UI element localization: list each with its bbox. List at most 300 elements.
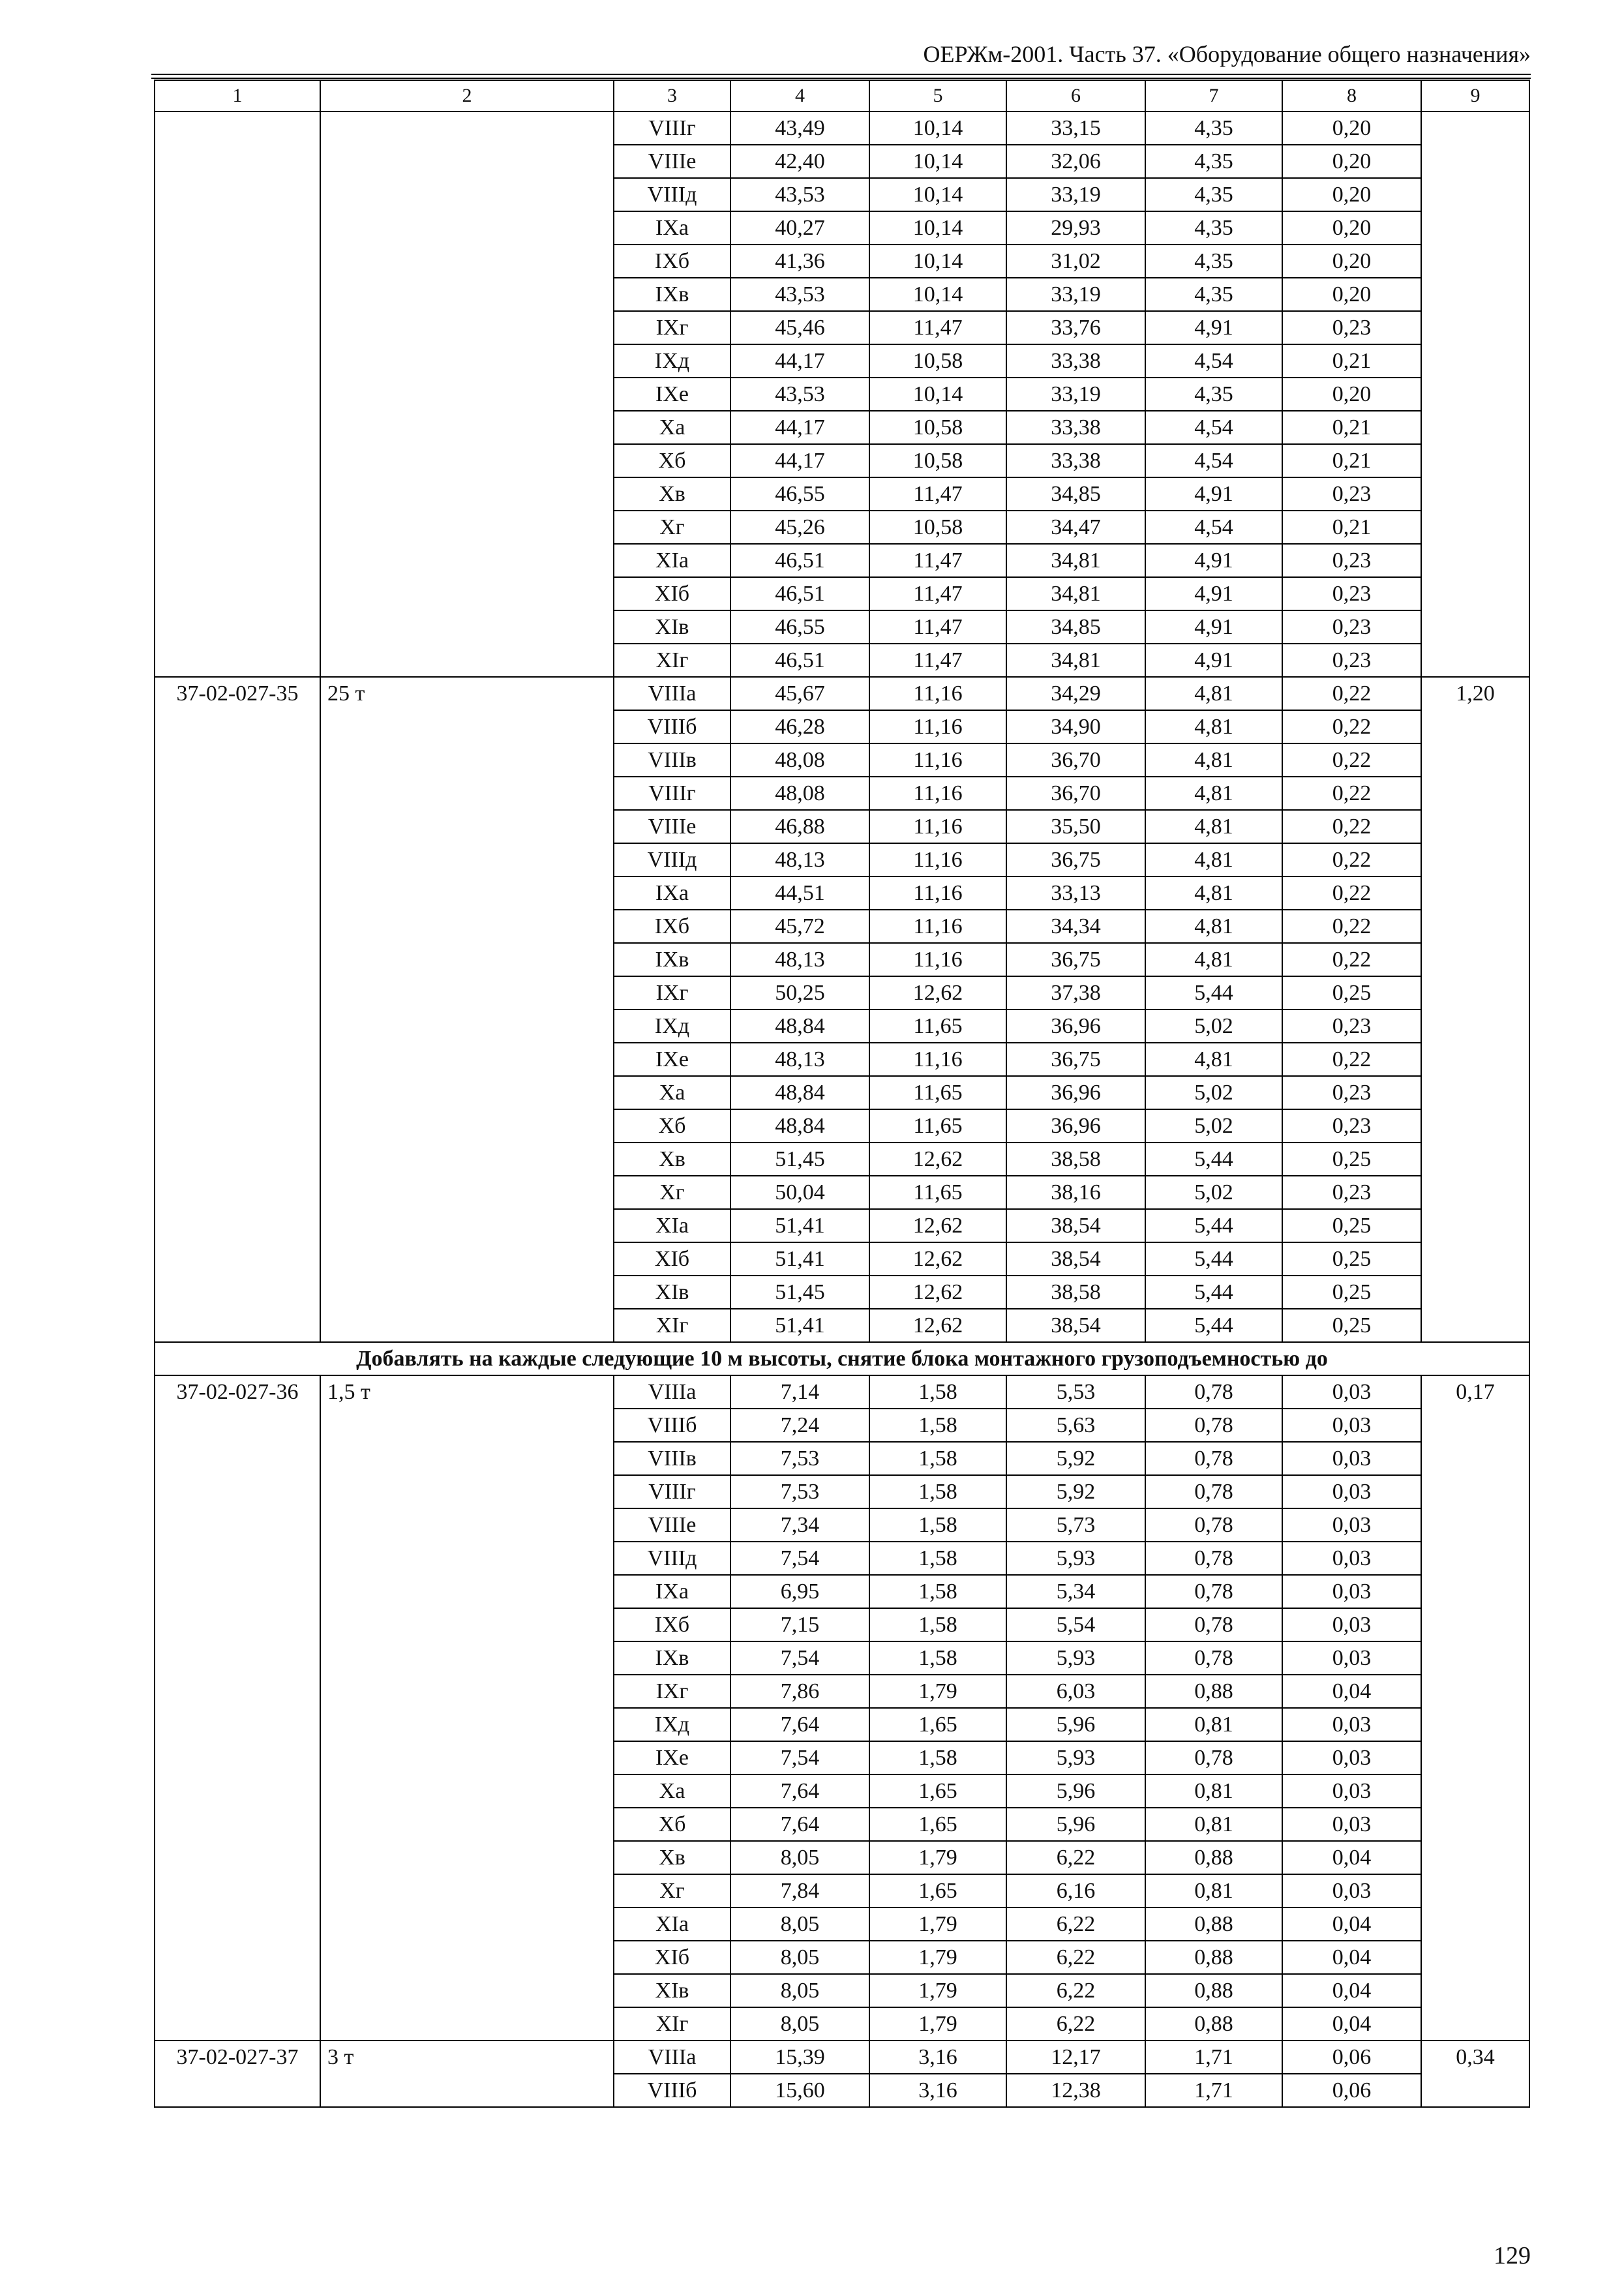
value-col7: 4,81 <box>1145 943 1282 976</box>
category-cell: XIг <box>614 1309 730 1342</box>
value-col8: 0,04 <box>1282 1908 1421 1941</box>
value-col5: 1,79 <box>869 1675 1006 1708</box>
value-col4: 7,15 <box>730 1608 869 1641</box>
category-cell: Xг <box>614 1176 730 1209</box>
category-cell: XIв <box>614 1974 730 2007</box>
value-col6: 5,93 <box>1006 1641 1145 1675</box>
value-col5: 12,62 <box>869 1242 1006 1276</box>
value-col7: 5,44 <box>1145 1242 1282 1276</box>
value-col7: 4,81 <box>1145 677 1282 710</box>
value-col4: 7,64 <box>730 1808 869 1841</box>
column-number: 4 <box>730 80 869 112</box>
category-cell: IXв <box>614 943 730 976</box>
value-col7: 0,78 <box>1145 1442 1282 1475</box>
value-col5: 11,16 <box>869 910 1006 943</box>
value-col5: 1,58 <box>869 1641 1006 1675</box>
value-col8: 0,21 <box>1282 344 1421 378</box>
value-col4: 8,05 <box>730 2007 869 2041</box>
value-col8: 0,03 <box>1282 1409 1421 1442</box>
value-col5: 1,79 <box>869 1974 1006 2007</box>
value-col8: 0,03 <box>1282 1641 1421 1675</box>
value-col8: 0,03 <box>1282 1475 1421 1508</box>
category-cell: XIг <box>614 2007 730 2041</box>
value-col5: 11,16 <box>869 876 1006 910</box>
category-cell: VIIIб <box>614 710 730 743</box>
value-col4: 7,54 <box>730 1542 869 1575</box>
code-cell: 37-02-027-37 <box>155 2041 320 2107</box>
value-col8: 0,22 <box>1282 943 1421 976</box>
value-col6: 5,34 <box>1006 1575 1145 1608</box>
value-col8: 0,20 <box>1282 145 1421 178</box>
value-col5: 11,65 <box>869 1076 1006 1109</box>
name-cell: 1,5 т <box>320 1375 614 2041</box>
section-heading-row <box>155 1342 1529 1375</box>
value-col6: 35,50 <box>1006 810 1145 843</box>
value-col5: 11,47 <box>869 644 1006 677</box>
value-col6: 33,15 <box>1006 112 1145 145</box>
category-cell: XIа <box>614 1908 730 1941</box>
value-col7: 0,78 <box>1145 1409 1282 1442</box>
value-col7: 5,02 <box>1145 1109 1282 1143</box>
value-col6: 33,19 <box>1006 178 1145 211</box>
value-col6: 5,92 <box>1006 1442 1145 1475</box>
value-col8: 0,25 <box>1282 976 1421 1010</box>
value-col7: 5,44 <box>1145 1209 1282 1242</box>
value-col7: 4,91 <box>1145 544 1282 577</box>
value-col4: 7,86 <box>730 1675 869 1708</box>
value-col5: 12,62 <box>869 1143 1006 1176</box>
value-col6: 34,90 <box>1006 710 1145 743</box>
value-col6: 38,58 <box>1006 1143 1145 1176</box>
value-col6: 5,93 <box>1006 1542 1145 1575</box>
value-col7: 1,71 <box>1145 2041 1282 2074</box>
value-col4: 48,13 <box>730 843 869 876</box>
category-cell: IXа <box>614 876 730 910</box>
value-col5: 11,47 <box>869 577 1006 610</box>
category-cell: Xа <box>614 1774 730 1808</box>
value-col7: 4,81 <box>1145 876 1282 910</box>
value-col5: 11,16 <box>869 743 1006 777</box>
value-col4: 51,45 <box>730 1276 869 1309</box>
value-col7: 0,81 <box>1145 1874 1282 1908</box>
category-cell: XIв <box>614 610 730 644</box>
value-col4: 48,84 <box>730 1076 869 1109</box>
value-col4: 8,05 <box>730 1908 869 1941</box>
value-col5: 11,16 <box>869 677 1006 710</box>
value-col5: 11,16 <box>869 810 1006 843</box>
table-row <box>155 2041 1529 2074</box>
value-col6: 5,54 <box>1006 1608 1145 1641</box>
value-col5: 1,65 <box>869 1808 1006 1841</box>
value-col4: 41,36 <box>730 245 869 278</box>
value-col8: 0,03 <box>1282 1741 1421 1774</box>
value-col4: 7,64 <box>730 1708 869 1741</box>
value-col7: 0,88 <box>1145 1974 1282 2007</box>
value-col6: 5,63 <box>1006 1409 1145 1442</box>
category-cell: IXв <box>614 1641 730 1675</box>
value-col7: 5,44 <box>1145 1276 1282 1309</box>
value-col5: 1,65 <box>869 1708 1006 1741</box>
value-col8: 0,25 <box>1282 1276 1421 1309</box>
category-cell: VIIIб <box>614 1409 730 1442</box>
value-col8: 0,23 <box>1282 544 1421 577</box>
category-cell: VIIIе <box>614 1508 730 1542</box>
category-cell: IXб <box>614 910 730 943</box>
table-body <box>155 80 1529 2107</box>
value-col4: 43,53 <box>730 378 869 411</box>
value-col4: 7,54 <box>730 1641 869 1675</box>
value-col8: 0,03 <box>1282 1575 1421 1608</box>
value-col5: 11,47 <box>869 610 1006 644</box>
value-col5: 11,16 <box>869 843 1006 876</box>
value-col7: 0,78 <box>1145 1741 1282 1774</box>
value-col7: 0,88 <box>1145 1908 1282 1941</box>
value-col4: 8,05 <box>730 1941 869 1974</box>
value-col8: 0,22 <box>1282 810 1421 843</box>
value-col7: 5,02 <box>1145 1076 1282 1109</box>
value-col4: 51,41 <box>730 1242 869 1276</box>
value-col5: 10,58 <box>869 411 1006 444</box>
value-col6: 33,19 <box>1006 378 1145 411</box>
value-col7: 0,78 <box>1145 1575 1282 1608</box>
value-col4: 46,55 <box>730 610 869 644</box>
column-number: 2 <box>320 80 614 112</box>
value-col8: 0,06 <box>1282 2041 1421 2074</box>
value-col7: 4,81 <box>1145 710 1282 743</box>
category-cell: IXд <box>614 1708 730 1741</box>
value-col8: 0,22 <box>1282 876 1421 910</box>
value-col5: 1,58 <box>869 1409 1006 1442</box>
column-number: 1 <box>155 80 320 112</box>
value-col8: 0,22 <box>1282 710 1421 743</box>
name-cell: 3 т <box>320 2041 614 2107</box>
category-cell: Xб <box>614 1109 730 1143</box>
value-col8: 0,03 <box>1282 1375 1421 1409</box>
value-col5: 12,62 <box>869 1309 1006 1342</box>
header-rule <box>151 74 1531 75</box>
value-col4: 44,17 <box>730 444 869 477</box>
value-col5: 1,58 <box>869 1575 1006 1608</box>
value-col7: 5,44 <box>1145 1309 1282 1342</box>
value-col4: 40,27 <box>730 211 869 245</box>
value-col7: 4,91 <box>1145 610 1282 644</box>
value-col6: 5,53 <box>1006 1375 1145 1409</box>
value-col7: 0,81 <box>1145 1774 1282 1808</box>
value-col8: 0,06 <box>1282 2074 1421 2107</box>
value-col6: 33,76 <box>1006 311 1145 344</box>
value-col8: 0,23 <box>1282 644 1421 677</box>
code-cell <box>155 112 320 677</box>
name-cell <box>320 112 614 677</box>
category-cell: IXб <box>614 1608 730 1641</box>
category-cell: IXе <box>614 1043 730 1076</box>
col9-cell: 0,34 <box>1421 2041 1529 2107</box>
value-col6: 34,81 <box>1006 544 1145 577</box>
value-col6: 36,96 <box>1006 1076 1145 1109</box>
value-col5: 1,58 <box>869 1741 1006 1774</box>
value-col5: 1,79 <box>869 1841 1006 1874</box>
value-col7: 0,78 <box>1145 1375 1282 1409</box>
category-cell: XIа <box>614 1209 730 1242</box>
table-row <box>155 1375 1529 1409</box>
category-cell: IXе <box>614 378 730 411</box>
value-col7: 4,35 <box>1145 145 1282 178</box>
value-col4: 7,24 <box>730 1409 869 1442</box>
category-cell: VIIIг <box>614 1475 730 1508</box>
value-col4: 45,72 <box>730 910 869 943</box>
value-col6: 36,70 <box>1006 743 1145 777</box>
value-col6: 37,38 <box>1006 976 1145 1010</box>
value-col4: 50,25 <box>730 976 869 1010</box>
value-col7: 4,35 <box>1145 278 1282 311</box>
value-col8: 0,21 <box>1282 511 1421 544</box>
value-col5: 3,16 <box>869 2041 1006 2074</box>
category-cell: VIIIе <box>614 145 730 178</box>
category-cell: XIа <box>614 544 730 577</box>
value-col6: 36,70 <box>1006 777 1145 810</box>
category-cell: XIг <box>614 644 730 677</box>
value-col6: 5,96 <box>1006 1774 1145 1808</box>
value-col6: 33,19 <box>1006 278 1145 311</box>
value-col8: 0,21 <box>1282 444 1421 477</box>
value-col6: 6,22 <box>1006 2007 1145 2041</box>
value-col8: 0,04 <box>1282 1675 1421 1708</box>
value-col7: 4,81 <box>1145 777 1282 810</box>
column-number: 3 <box>614 80 730 112</box>
value-col4: 43,49 <box>730 112 869 145</box>
category-cell: VIIIг <box>614 112 730 145</box>
value-col5: 10,14 <box>869 278 1006 311</box>
value-col6: 5,92 <box>1006 1475 1145 1508</box>
col9-cell <box>1421 112 1529 677</box>
value-col6: 33,38 <box>1006 444 1145 477</box>
value-col7: 0,78 <box>1145 1608 1282 1641</box>
category-cell: VIIIд <box>614 1542 730 1575</box>
value-col6: 5,73 <box>1006 1508 1145 1542</box>
category-cell: XIб <box>614 577 730 610</box>
category-cell: VIIIд <box>614 178 730 211</box>
value-col8: 0,22 <box>1282 777 1421 810</box>
value-col8: 0,20 <box>1282 178 1421 211</box>
value-col4: 51,41 <box>730 1309 869 1342</box>
value-col4: 7,14 <box>730 1375 869 1409</box>
value-col6: 38,54 <box>1006 1242 1145 1276</box>
category-cell: XIб <box>614 1242 730 1276</box>
value-col6: 34,81 <box>1006 577 1145 610</box>
category-cell: VIIIа <box>614 2041 730 2074</box>
category-cell: XIв <box>614 1276 730 1309</box>
value-col7: 4,81 <box>1145 910 1282 943</box>
category-cell: VIIIа <box>614 677 730 710</box>
value-col4: 48,84 <box>730 1010 869 1043</box>
category-cell: Xа <box>614 1076 730 1109</box>
value-col7: 4,91 <box>1145 477 1282 511</box>
value-col5: 12,62 <box>869 976 1006 1010</box>
value-col7: 4,54 <box>1145 344 1282 378</box>
value-col6: 36,96 <box>1006 1109 1145 1143</box>
value-col8: 0,03 <box>1282 1774 1421 1808</box>
col9-cell: 1,20 <box>1421 677 1529 1342</box>
value-col6: 32,06 <box>1006 145 1145 178</box>
value-col7: 0,88 <box>1145 1841 1282 1874</box>
value-col6: 29,93 <box>1006 211 1145 245</box>
value-col4: 15,60 <box>730 2074 869 2107</box>
rates-table <box>154 80 1530 2108</box>
value-col5: 11,65 <box>869 1176 1006 1209</box>
value-col7: 4,35 <box>1145 245 1282 278</box>
value-col5: 11,16 <box>869 777 1006 810</box>
value-col5: 10,14 <box>869 145 1006 178</box>
value-col4: 46,55 <box>730 477 869 511</box>
value-col6: 6,22 <box>1006 1941 1145 1974</box>
value-col5: 11,16 <box>869 943 1006 976</box>
value-col6: 34,85 <box>1006 610 1145 644</box>
value-col6: 34,47 <box>1006 511 1145 544</box>
value-col4: 46,28 <box>730 710 869 743</box>
value-col7: 4,91 <box>1145 577 1282 610</box>
value-col5: 11,65 <box>869 1109 1006 1143</box>
value-col8: 0,23 <box>1282 1176 1421 1209</box>
value-col4: 46,51 <box>730 577 869 610</box>
category-cell: IXд <box>614 344 730 378</box>
value-col6: 36,75 <box>1006 1043 1145 1076</box>
value-col4: 46,88 <box>730 810 869 843</box>
value-col8: 0,04 <box>1282 1841 1421 1874</box>
value-col8: 0,25 <box>1282 1209 1421 1242</box>
category-cell: IXб <box>614 245 730 278</box>
category-cell: IXг <box>614 1675 730 1708</box>
category-cell: XIб <box>614 1941 730 1974</box>
code-cell: 37-02-027-35 <box>155 677 320 1342</box>
value-col6: 38,16 <box>1006 1176 1145 1209</box>
value-col6: 33,38 <box>1006 344 1145 378</box>
category-cell: VIIIд <box>614 843 730 876</box>
value-col5: 10,14 <box>869 178 1006 211</box>
value-col5: 1,65 <box>869 1774 1006 1808</box>
value-col5: 10,58 <box>869 444 1006 477</box>
value-col8: 0,03 <box>1282 1874 1421 1908</box>
value-col7: 0,78 <box>1145 1475 1282 1508</box>
value-col8: 0,25 <box>1282 1242 1421 1276</box>
category-cell: VIIIе <box>614 810 730 843</box>
value-col4: 43,53 <box>730 278 869 311</box>
value-col5: 1,65 <box>869 1874 1006 1908</box>
value-col5: 11,16 <box>869 710 1006 743</box>
value-col6: 34,29 <box>1006 677 1145 710</box>
value-col6: 36,75 <box>1006 843 1145 876</box>
value-col7: 0,78 <box>1145 1508 1282 1542</box>
value-col7: 5,44 <box>1145 976 1282 1010</box>
column-number: 6 <box>1006 80 1145 112</box>
value-col7: 4,54 <box>1145 411 1282 444</box>
value-col4: 45,46 <box>730 311 869 344</box>
value-col5: 12,62 <box>869 1209 1006 1242</box>
value-col8: 0,03 <box>1282 1442 1421 1475</box>
value-col8: 0,21 <box>1282 411 1421 444</box>
value-col8: 0,04 <box>1282 2007 1421 2041</box>
value-col7: 5,02 <box>1145 1010 1282 1043</box>
value-col6: 5,96 <box>1006 1708 1145 1741</box>
value-col7: 4,35 <box>1145 378 1282 411</box>
value-col7: 4,81 <box>1145 810 1282 843</box>
value-col4: 48,08 <box>730 743 869 777</box>
value-col8: 0,22 <box>1282 910 1421 943</box>
value-col8: 0,25 <box>1282 1309 1421 1342</box>
value-col4: 43,53 <box>730 178 869 211</box>
value-col5: 10,14 <box>869 112 1006 145</box>
table-row <box>155 677 1529 710</box>
value-col5: 1,58 <box>869 1608 1006 1641</box>
category-cell: IXа <box>614 211 730 245</box>
value-col5: 10,14 <box>869 211 1006 245</box>
category-cell: IXе <box>614 1741 730 1774</box>
value-col8: 0,03 <box>1282 1808 1421 1841</box>
value-col5: 11,65 <box>869 1010 1006 1043</box>
value-col4: 6,95 <box>730 1575 869 1608</box>
column-number: 5 <box>869 80 1006 112</box>
value-col8: 0,20 <box>1282 245 1421 278</box>
value-col6: 6,22 <box>1006 1974 1145 2007</box>
category-cell: Xв <box>614 1841 730 1874</box>
value-col8: 0,23 <box>1282 1010 1421 1043</box>
value-col7: 4,35 <box>1145 178 1282 211</box>
value-col7: 0,81 <box>1145 1708 1282 1741</box>
value-col8: 0,25 <box>1282 1143 1421 1176</box>
value-col7: 4,91 <box>1145 311 1282 344</box>
value-col8: 0,20 <box>1282 378 1421 411</box>
value-col8: 0,23 <box>1282 577 1421 610</box>
value-col4: 7,64 <box>730 1774 869 1808</box>
value-col4: 48,13 <box>730 943 869 976</box>
value-col5: 10,14 <box>869 245 1006 278</box>
name-cell: 25 т <box>320 677 614 1342</box>
value-col7: 0,81 <box>1145 1808 1282 1841</box>
value-col8: 0,20 <box>1282 112 1421 145</box>
value-col6: 33,38 <box>1006 411 1145 444</box>
category-cell: VIIIв <box>614 743 730 777</box>
value-col4: 44,51 <box>730 876 869 910</box>
value-col5: 1,58 <box>869 1442 1006 1475</box>
category-cell: IXд <box>614 1010 730 1043</box>
value-col5: 3,16 <box>869 2074 1006 2107</box>
column-number: 7 <box>1145 80 1282 112</box>
value-col5: 11,47 <box>869 477 1006 511</box>
value-col5: 11,47 <box>869 311 1006 344</box>
value-col5: 1,79 <box>869 1941 1006 1974</box>
value-col4: 7,84 <box>730 1874 869 1908</box>
col9-cell: 0,17 <box>1421 1375 1529 2041</box>
header-rule-double <box>151 78 1531 79</box>
value-col8: 0,23 <box>1282 477 1421 511</box>
value-col5: 11,47 <box>869 544 1006 577</box>
value-col8: 0,23 <box>1282 610 1421 644</box>
value-col7: 0,88 <box>1145 1675 1282 1708</box>
value-col4: 46,51 <box>730 544 869 577</box>
value-col8: 0,22 <box>1282 1043 1421 1076</box>
category-cell: IXа <box>614 1575 730 1608</box>
category-cell: Xв <box>614 477 730 511</box>
value-col4: 8,05 <box>730 1841 869 1874</box>
value-col6: 34,34 <box>1006 910 1145 943</box>
value-col4: 50,04 <box>730 1176 869 1209</box>
category-cell: Xб <box>614 444 730 477</box>
value-col5: 10,58 <box>869 344 1006 378</box>
category-cell: Xг <box>614 511 730 544</box>
value-col5: 1,58 <box>869 1375 1006 1409</box>
column-number: 8 <box>1282 80 1421 112</box>
category-cell: Xв <box>614 1143 730 1176</box>
category-cell: IXг <box>614 311 730 344</box>
